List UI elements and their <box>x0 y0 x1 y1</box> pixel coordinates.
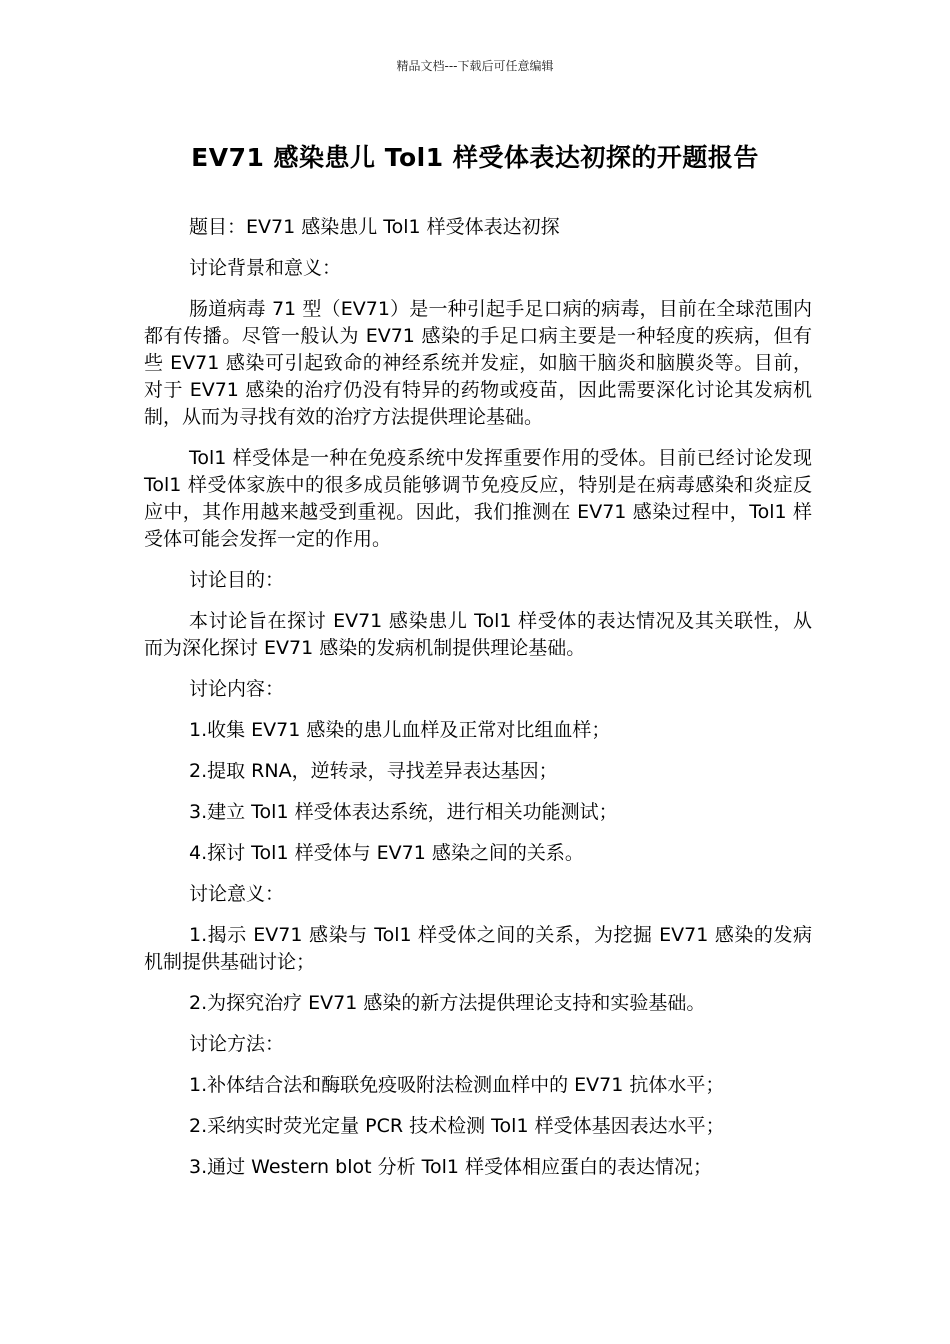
document-body <box>144 214 812 1195</box>
document-title: EV71 感染患儿 Tol1 样受体表达初探的开题报告 <box>191 143 759 172</box>
paragraph-background-2: Tol1 样受体是一种在免疫系统中发挥重要作用的受体。目前已经讨论发现 Tol1 样受体家族中的很多成员能够调节免疫反应，特别是在病毒感染和炎症反应中，其作用越来越受到重视。因此，我们推测在 EV71 感染过程中，Tol1 样受体可能会发挥一定的作用。 <box>144 447 812 550</box>
heading-content: 讨论内容： <box>189 678 285 700</box>
list-item-method-2: 2.采纳实时荧光定量 PCR 技术检测 Tol1 样受体基因表达水平； <box>189 1115 725 1137</box>
list-item-content-2: 2.提取 RNA，逆转录，寻找差异表达基因； <box>189 760 558 782</box>
header-note: 精品文档---下载后可任意编辑 <box>396 59 554 73</box>
paragraph-topic: 题目：EV71 感染患儿 Tol1 样受体表达初探 <box>189 216 560 238</box>
list-item-content-3: 3.建立 Tol1 样受体表达系统，进行相关功能测试； <box>189 801 618 823</box>
heading-significance: 讨论意义： <box>189 883 285 905</box>
list-item-content-4: 4.探讨 Tol1 样受体与 EV71 感染之间的关系。 <box>189 842 584 864</box>
heading-background: 讨论背景和意义： <box>189 257 342 279</box>
list-item-significance-2: 2.为探究治疗 EV71 感染的新方法提供理论支持和实验基础。 <box>189 992 706 1014</box>
heading-methods: 讨论方法： <box>189 1033 285 1055</box>
paragraph-background-1: 肠道病毒 71 型（EV71）是一种引起手足口病的病毒，目前在全球范围内都有传播。尽管一般认为 EV71 感染的手足口病主要是一种轻度的疾病，但有些 EV71 感染可引起致命的神经系统并发症，如脑干脑炎和脑膜炎等。目前，对于 EV71 感染的治疗仍没有特异的药物或疫苗，因此需要深化讨论其发病机制，从而为寻找有效的治疗方法提供理论基础。 <box>144 298 812 428</box>
paragraph-purpose: 本讨论旨在探讨 EV71 感染患儿 Tol1 样受体的表达情况及其关联性，从而为深化探讨 EV71 感染的发病机制提供理论基础。 <box>144 610 812 659</box>
list-item-method-1: 1.补体结合法和酶联免疫吸附法检测血样中的 EV71 抗体水平； <box>189 1074 725 1096</box>
list-item-method-3: 3.通过 Western blot 分析 Tol1 样受体相应蛋白的表达情况； <box>189 1156 713 1178</box>
heading-purpose: 讨论目的： <box>189 569 285 591</box>
list-item-content-1: 1.收集 EV71 感染的患儿血样及正常对比组血样； <box>189 719 611 741</box>
list-item-significance-1: 1.揭示 EV71 感染与 Tol1 样受体之间的关系，为挖掘 EV71 感染的发病机制提供基础讨论； <box>144 924 812 973</box>
